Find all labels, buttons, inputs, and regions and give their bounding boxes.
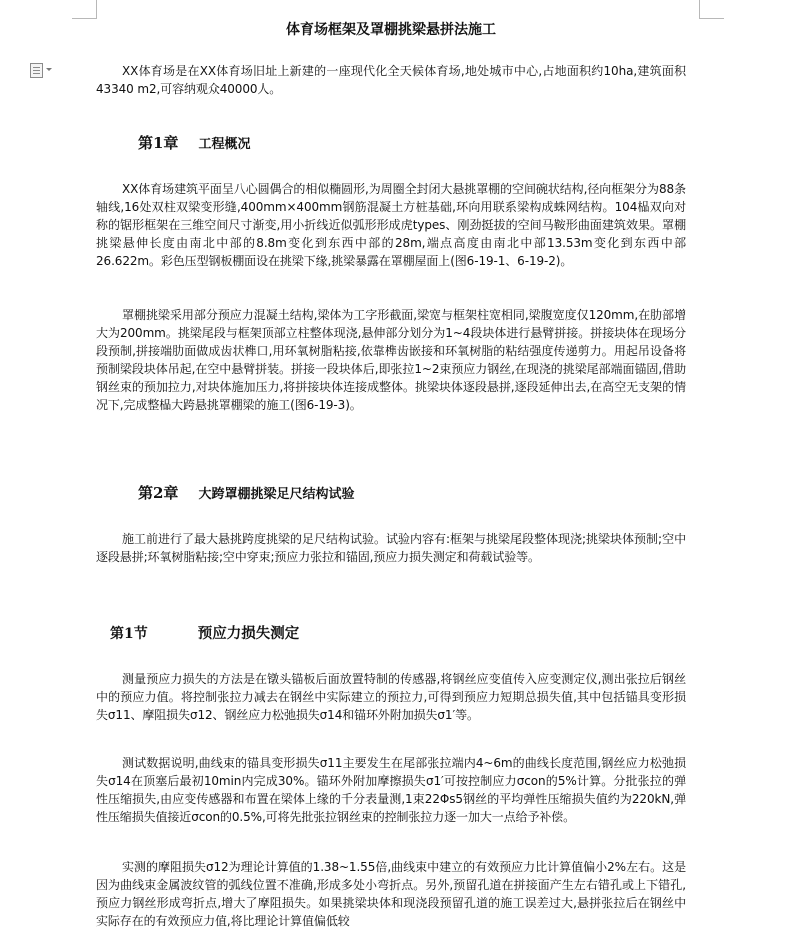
crop-mark-top-left [72,0,97,19]
section1-paragraph-2: 测试数据说明,曲线束的锚具变形损失σ11主要发生在尾部张拉端内4~6m的曲线长度范围,钢丝应力松弛损失σ14在顶塞后最初10min内完成30%。锚环外附加摩擦损失σ1′可按控制应力σcon的5%计算。分批张拉的弹性压缩损失,由应变传感器和布置在梁体上缘的千分表量测,1束22Φs5钢丝的平均弹性压缩损失值约为220kN,弹性压缩损失值接近σcon的0.5%,可将先批张拉钢丝束的控制张拉力逐一加大一点给予补偿。 [96,756,686,824]
crop-mark-top-right [699,0,724,19]
section1-paragraph-3: 实测的摩阻损失σ12为理论计算值的1.38~1.55倍,曲线束中建立的有效预应力比计算值偏小2%左右。这是因为曲线束金属波纹管的弧线位置不准确,形成多处小弯折点。另外,预留孔道在拼接面产生左右错孔或上下错孔,预应力钢丝形成弯折点,增大了摩阻损失。如果挑梁块体和现浇段预留孔道的施工误差过大,悬拼张拉后在钢丝中实际存在的有效预应力值,将比理论计算值偏低较 [96,860,686,928]
section1-title: 预应力损失测定 [197,625,300,642]
section1-number: 第1节 [110,626,148,642]
chapter2-title: 大跨罩棚挑梁足尺结构试验 [198,487,355,502]
chapter1-number: 第1章 [138,134,179,152]
intro-paragraph: XX体育场是在XX体育场旧址上新建的一座现代化全天候体育场,地处城市中心,占地面积约10ha,建筑面积43340 m2,可容纳观众40000人。 [96,64,686,96]
chapter1-heading [138,132,250,153]
margin-document-icon[interactable] [30,63,52,77]
chapter2-heading [138,482,354,503]
chapter1-paragraph-2: 罩棚挑梁采用部分预应力混凝土结构,梁体为工字形截面,梁宽与框架柱宽相同,梁腹宽度仅120mm,在肋部增大为200mm。挑梁尾段与框架顶部立柱整体现浇,悬伸部分划分为1~4段块体进行悬臂拼接。拼接块体在现场分段预制,拼接端肋面做成齿状榫口,用环氧树脂粘接,依靠榫齿嵌接和环氧树脂的粘结强度传递剪力。用起吊设备将预制梁段块体吊起,在空中悬臂拼装。拼接一段块体后,即张拉1~2束预应力钢丝,在现浇的挑梁尾部端面锚固,借助钢丝束的预加拉力,对块体施加压力,将拼接块体连接成整体。挑梁块体逐段悬拼,逐段延伸出去,在高空无支架的情况下,完成整榀大跨悬挑罩棚梁的施工(图6-19-3)。 [96,308,686,412]
document-icon [30,63,43,78]
chapter1-paragraph-1: XX体育场建筑平面呈八心圆偶合的相似椭圆形,为周圈全封闭大悬挑罩棚的空间碗状结构,径向框架分为88条轴线,16处双柱双梁变形缝,400mm×400mm钢筋混凝土方桩基础,环向用联系梁构成蛛网结构。104榀双向对称的锯形框架在三维空间尺寸渐变,用小折线近似弧形形成虎types、刚劲挺拔的空间马鞍形曲面建筑效果。罩棚挑梁悬伸长度由南北中部的8.8m变化到东西中部的28m,端点高度由南北中部13.53m变化到东西中部26.622m。彩色压型钢板棚面设在挑梁下缘,挑梁暴露在罩棚屋面上(图6-19-1、6-19-2)。 [96,182,686,268]
section1-heading [110,622,299,643]
document-title: 体育场框架及罩棚挑梁悬拼法施工 [286,22,496,38]
chapter1-title: 工程概况 [198,137,251,152]
section1-paragraph-1: 测量预应力损失的方法是在镦头锚板后面放置特制的传感器,将钢丝应变值传入应变测定仪,测出张拉后钢丝中的预应力值。将控制张拉力减去在钢丝中实际建立的预拉力,可得到预应力短期总损失值,其中包括锚具变形损失σ11、摩阻损失σ12、钢丝应力松弛损失σ14和锚环外附加损失σ1′等。 [96,672,686,722]
chapter2-paragraph-1: 施工前进行了最大悬挑跨度挑梁的足尺结构试验。试验内容有:框架与挑梁尾段整体现浇;挑梁块体预制;空中逐段悬拼;环氧树脂粘接;空中穿束;预应力张拉和锚固,预应力损失测定和荷载试验等。 [96,532,686,564]
chapter2-number: 第2章 [138,484,179,502]
chevron-down-icon [46,68,52,71]
